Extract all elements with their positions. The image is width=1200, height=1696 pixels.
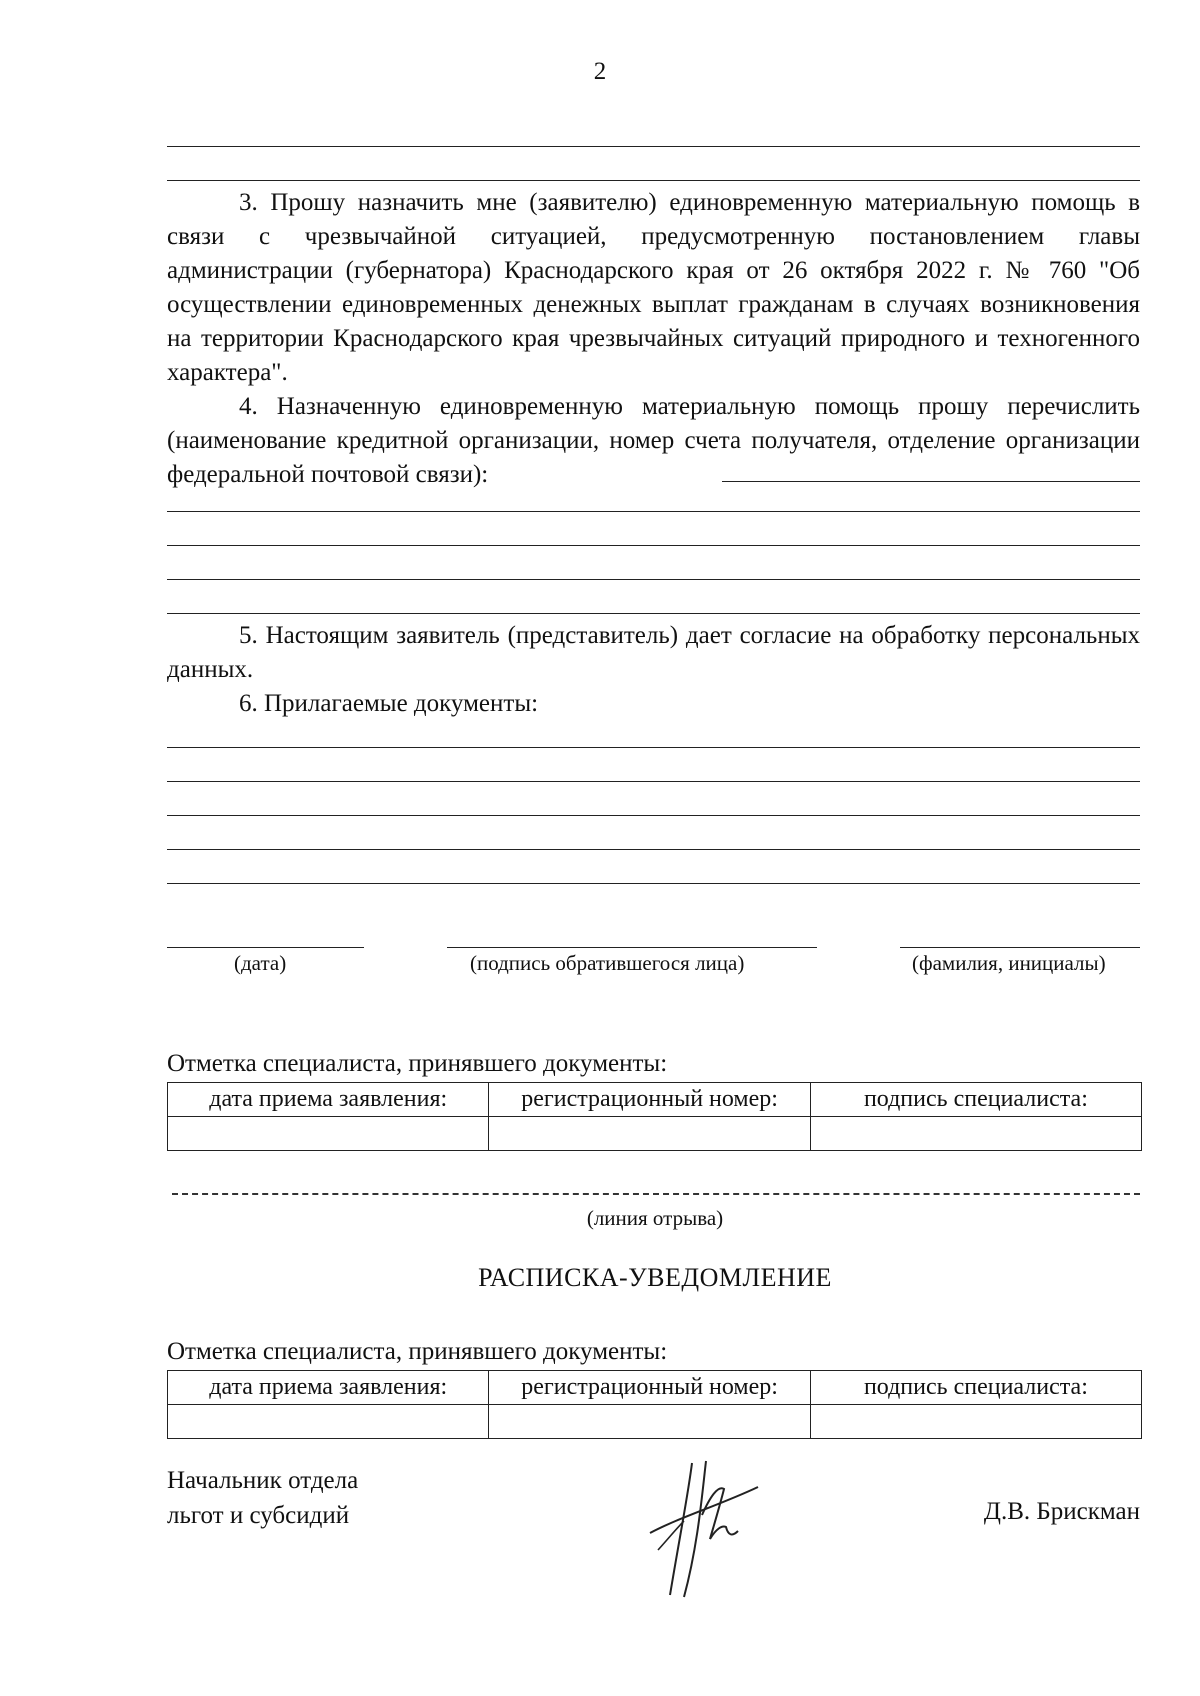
table-row: [168, 1405, 1142, 1439]
tear-line: [172, 1193, 1140, 1195]
fill-line-bank: [722, 481, 1140, 482]
blank-line: [167, 747, 1140, 748]
cell-date: [168, 1117, 489, 1151]
cell-reg-number: [489, 1117, 810, 1151]
date-line: [167, 947, 364, 948]
handwritten-signature: [640, 1455, 770, 1605]
signature-line: [447, 947, 817, 948]
header-date: дата приема заявления:: [168, 1083, 489, 1117]
registration-table: [167, 1082, 1142, 1151]
blank-line: [167, 613, 1140, 614]
table-header-row: [168, 1083, 1142, 1117]
blank-line: [167, 545, 1140, 546]
blank-line: [167, 781, 1140, 782]
signer-position: Начальник отдела льгот и субсидий: [167, 1467, 359, 1529]
blank-line: [167, 815, 1140, 816]
table-header-row: [168, 1371, 1142, 1405]
receipt-registration-table: [167, 1370, 1142, 1439]
blank-line: [167, 180, 1140, 181]
cell-signature: [810, 1405, 1141, 1439]
caption-name: (фамилия, инициалы): [912, 951, 1106, 975]
cell-signature: [810, 1117, 1141, 1151]
table-row: [168, 1117, 1142, 1151]
name-line: [900, 947, 1140, 948]
blank-line: [167, 511, 1140, 512]
caption-date: (дата): [234, 951, 287, 975]
caption-signature: (подпись обратившегося лица): [470, 951, 745, 975]
paragraph-6: 6. Прилагаемые документы:: [239, 690, 539, 717]
header-signature: подпись специалиста:: [810, 1371, 1141, 1405]
paragraph-5: 5. Настоящим заявитель (представитель) дает согласие на обработку персональных данных.: [167, 622, 1140, 683]
paragraph-3: 3. Прошу назначить мне (заявителю) единовременную материальную помощь в связи с чрезвычайной ситуацией, предусмотренную постановлением главы администрации (губернатора) Краснодарского края от 26 октября 2022 г. № 760 "Об осуществлении единовременных денежных выплат гражданам в случаях возникновения на территории Краснодарского края чрезвычайных ситуаций природного и техногенного характера".: [167, 189, 1140, 386]
header-date: дата приема заявления:: [168, 1371, 489, 1405]
specialist-mark-label: Отметка специалиста, принявшего документы:: [167, 1050, 668, 1077]
blank-line: [167, 146, 1140, 147]
page-number: 2: [593, 58, 607, 85]
receipt-specialist-mark-label: Отметка специалиста, принявшего документы:: [167, 1338, 668, 1365]
signer-name: Д.В. Брискман: [983, 1498, 1140, 1525]
blank-line: [167, 849, 1140, 850]
cell-reg-number: [489, 1405, 810, 1439]
blank-line: [167, 883, 1140, 884]
tear-line-caption: (линия отрыва): [586, 1206, 724, 1230]
receipt-title: РАСПИСКА-УВЕДОМЛЕНИЕ: [478, 1263, 832, 1292]
header-reg-number: регистрационный номер:: [489, 1371, 810, 1405]
header-reg-number: регистрационный номер:: [489, 1083, 810, 1117]
blank-line: [167, 579, 1140, 580]
header-signature: подпись специалиста:: [810, 1083, 1141, 1117]
cell-date: [168, 1405, 489, 1439]
paragraph-4: 4. Назначенную единовременную материальную помощь прошу перечислить (наименование кредитной организации, номер счета получателя, отделение организации федеральной почтовой связи):: [167, 393, 1140, 488]
